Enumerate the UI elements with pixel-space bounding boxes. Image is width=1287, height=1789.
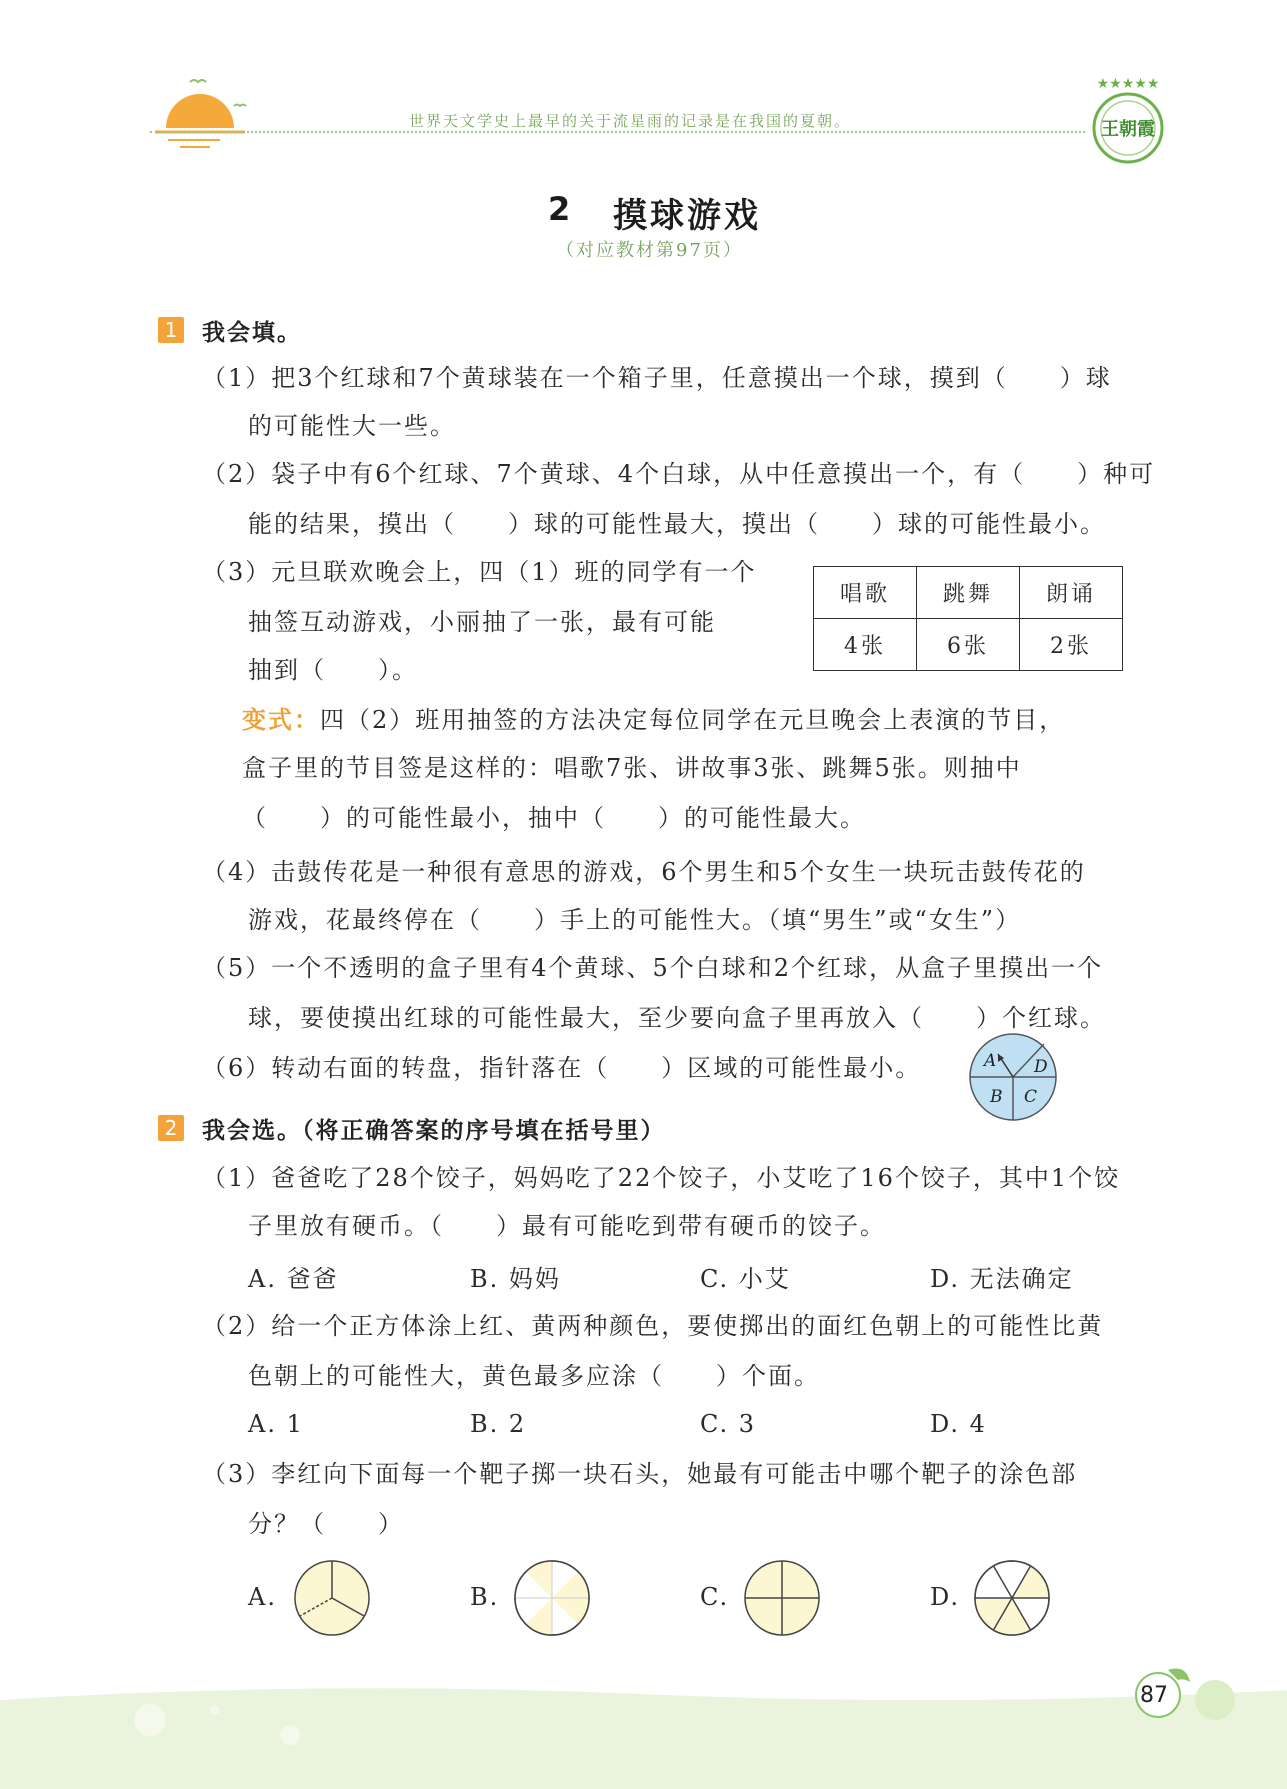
s1-q3-line1: （3）元旦联欢晚会上，四（1）班的同学有一个 [202,558,757,586]
s2-q1-line1: （1）爸爸吃了28个饺子，妈妈吃了22个饺子，小艾吃了16个饺子，其中1个饺 [202,1164,1121,1192]
s1-q4-line1: （4）击鼓传花是一种很有意思的游戏，6个男生和5个女生一块玩击鼓传花的 [202,858,1086,886]
header-fact: 世界天文学史上最早的关于流星雨的记录是在我国的夏朝。 [408,112,851,130]
s1-q1-line1: （1）把3个红球和7个黄球装在一个箱子里，任意摸出一个球，摸到（ ）球 [202,364,1112,392]
lesson-number: 2 [548,190,571,228]
s1-q2-line2: 能的结果，摸出（ ）球的可能性最大，摸出（ ）球的可能性最小。 [248,510,1106,538]
s2-q1-option-c: C. 小艾 [700,1265,791,1293]
s2-q1-option-a: A. 爸爸 [248,1265,339,1293]
target-label-d: D. [930,1583,961,1611]
s1-q5-line2: 球，要使摸出红球的可能性最大，至少要向盒子里再放入（ ）个红球。 [248,1004,1106,1032]
table-header: 跳舞 [917,567,1020,619]
variant-label: 变式： [242,706,320,734]
s1-q3-line2: 抽签互动游戏，小丽抽了一张，最有可能 [248,608,716,636]
header-dotted-line [150,131,1085,133]
lesson-subtitle: （对应教材第97页） [556,240,743,261]
s2-q2-line1: （2）给一个正方体涂上红、黄两种颜色，要使掷出的面红色朝上的可能性比黄 [202,1312,1104,1340]
page-number: 87 [1140,1683,1168,1708]
spinner-label-a: A [984,1051,997,1071]
variant-text: 四（2）班用抽签的方法决定每位同学在元旦晚会上表演的节目， [320,706,1066,734]
section-1-badge: 1 [158,317,184,343]
target-a [292,1558,372,1638]
target-label-a: A. [248,1583,277,1611]
s2-q1-line2: 子里放有硬币。（ ）最有可能吃到带有硬币的饺子。 [248,1212,886,1240]
table-cell: 6张 [917,619,1020,671]
s2-q1-option-d: D. 无法确定 [930,1265,1074,1293]
table-header: 唱歌 [814,567,917,619]
s2-q2-option-a: A. 1 [248,1410,304,1438]
s2-q2-option-d: D. 4 [930,1410,987,1438]
s2-q2-option-b: B. 2 [470,1410,527,1438]
publisher-logo [1085,72,1171,172]
spinner-diagram [968,1032,1058,1122]
s2-q2-line2: 色朝上的可能性大，黄色最多应涂（ ）个面。 [248,1362,820,1390]
section-2-title: 我会选。（将正确答案的序号填在括号里） [202,1118,666,1144]
spinner-label-c: C [1024,1087,1038,1107]
sunset-logo [150,70,250,160]
s1-q5-line1: （5）一个不透明的盒子里有4个黄球、5个白球和2个红球，从盒子里摸出一个 [202,954,1104,982]
target-b [512,1558,592,1638]
table-cell: 2张 [1020,619,1123,671]
table-cell: 4张 [814,619,917,671]
s1-q6: （6）转动右面的转盘，指针落在（ ）区域的可能性最小。 [202,1054,922,1082]
s2-q1-option-b: B. 妈妈 [470,1265,561,1293]
target-label-b: B. [470,1583,500,1611]
s2-q2-option-c: C. 3 [700,1410,757,1438]
bottom-decoration [0,1680,1287,1789]
s1-variant-line2: 盒子里的节目签是这样的：唱歌7张、讲故事3张、跳舞5张。则抽中 [242,754,1022,782]
target-label-c: C. [700,1583,730,1611]
s2-q3-line2: 分？（ ） [248,1510,404,1538]
section-1-title: 我会填。 [202,320,302,346]
table-header: 朗诵 [1020,567,1123,619]
s1-q1-line2: 的可能性大一些。 [248,412,456,440]
s1-q4-line2: 游戏，花最终停在（ ）手上的可能性大。（填“男生”或“女生”） [248,906,1022,934]
target-c [742,1558,822,1638]
spinner-label-b: B [990,1087,1003,1107]
publisher-logo-text: 王朝霞 [1101,119,1155,140]
section-2-badge: 2 [158,1115,184,1141]
svg-text:★★★★★: ★★★★★ [1096,76,1160,92]
lesson-title: 摸球游戏 [613,196,761,236]
program-table [813,566,1123,671]
spinner-label-d: D [1034,1057,1048,1077]
s1-variant-line3: （ ）的可能性最小，抽中（ ）的可能性最大。 [242,804,866,832]
s1-q2-line1: （2）袋子中有6个红球、7个黄球、4个白球，从中任意摸出一个，有（ ）种可 [202,460,1156,488]
target-d [972,1558,1052,1638]
s1-variant-line1 [242,704,1065,736]
s2-q3-line1: （3）李红向下面每一个靶子掷一块石头，她最有可能击中哪个靶子的涂色部 [202,1460,1078,1488]
s1-q3-line3: 抽到（ ）。 [248,656,418,684]
